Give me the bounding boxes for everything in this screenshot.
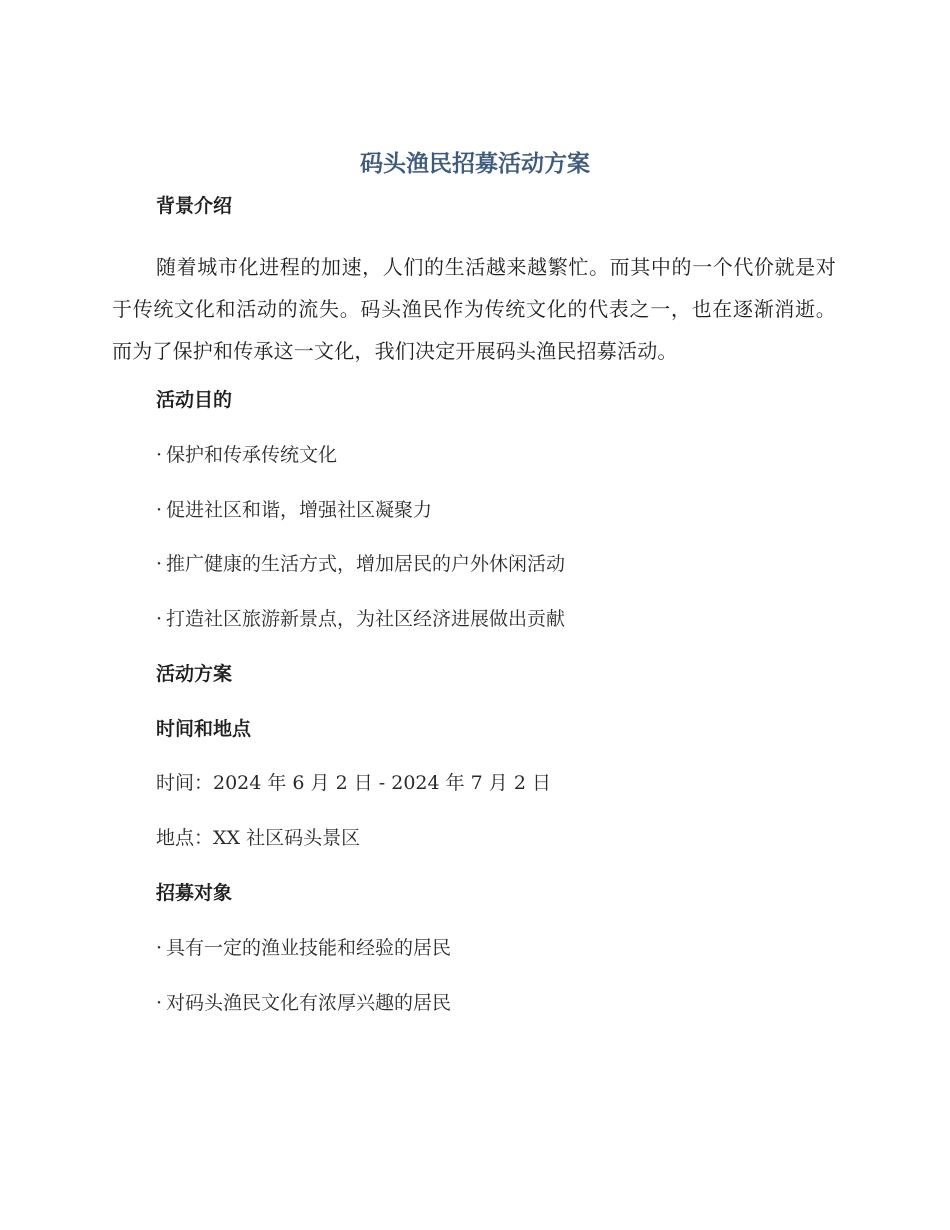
document-title: 码头渔民招募活动方案	[360, 151, 590, 177]
place-line: 地点：XX 社区码头景区	[156, 827, 361, 849]
purpose-bullet-text: 促进社区和谐，增强社区凝聚力	[166, 499, 433, 521]
purpose-bullet-item	[156, 441, 337, 469]
heading-purpose: 活动目的	[156, 389, 233, 411]
target-bullet-text: 具有一定的渔业技能和经验的居民	[166, 937, 452, 959]
heading-targets: 招募对象	[156, 882, 233, 904]
purpose-bullet-item	[156, 550, 565, 578]
bullet-symbol: ·	[156, 499, 163, 521]
heading-time-place: 时间和地点	[156, 718, 252, 740]
bullet-symbol: ·	[156, 992, 163, 1014]
heading-background: 背景介绍	[156, 195, 233, 217]
target-bullet-text: 对码头渔民文化有浓厚兴趣的居民	[166, 992, 452, 1014]
bullet-symbol: ·	[156, 553, 163, 575]
bullet-symbol: ·	[156, 444, 163, 466]
purpose-bullet-item	[156, 496, 432, 524]
bullet-symbol: ·	[156, 608, 163, 630]
purpose-bullet-text: 保护和传承传统文化	[166, 444, 338, 466]
target-bullet-item	[156, 934, 451, 962]
background-paragraph: 随着城市化进程的加速，人们的生活越来越繁忙。而其中的一个代价就是对于传统文化和活动的流失。码头渔民作为传统文化的代表之一，也在逐渐消逝。而为了保护和传承这一文化，我们决定开展码头渔民招募活动。	[112, 255, 836, 363]
heading-plan: 活动方案	[156, 663, 233, 685]
purpose-bullet-text: 推广健康的生活方式，增加居民的户外休闲活动	[166, 553, 566, 575]
purpose-bullet-text: 打造社区旅游新景点，为社区经济进展做出贡献	[166, 608, 566, 630]
target-bullet-item	[156, 989, 451, 1017]
purpose-bullet-item	[156, 605, 565, 633]
bullet-symbol: ·	[156, 937, 163, 959]
time-line: 时间：2024 年 6 月 2 日 - 2024 年 7 月 2 日	[156, 772, 551, 794]
